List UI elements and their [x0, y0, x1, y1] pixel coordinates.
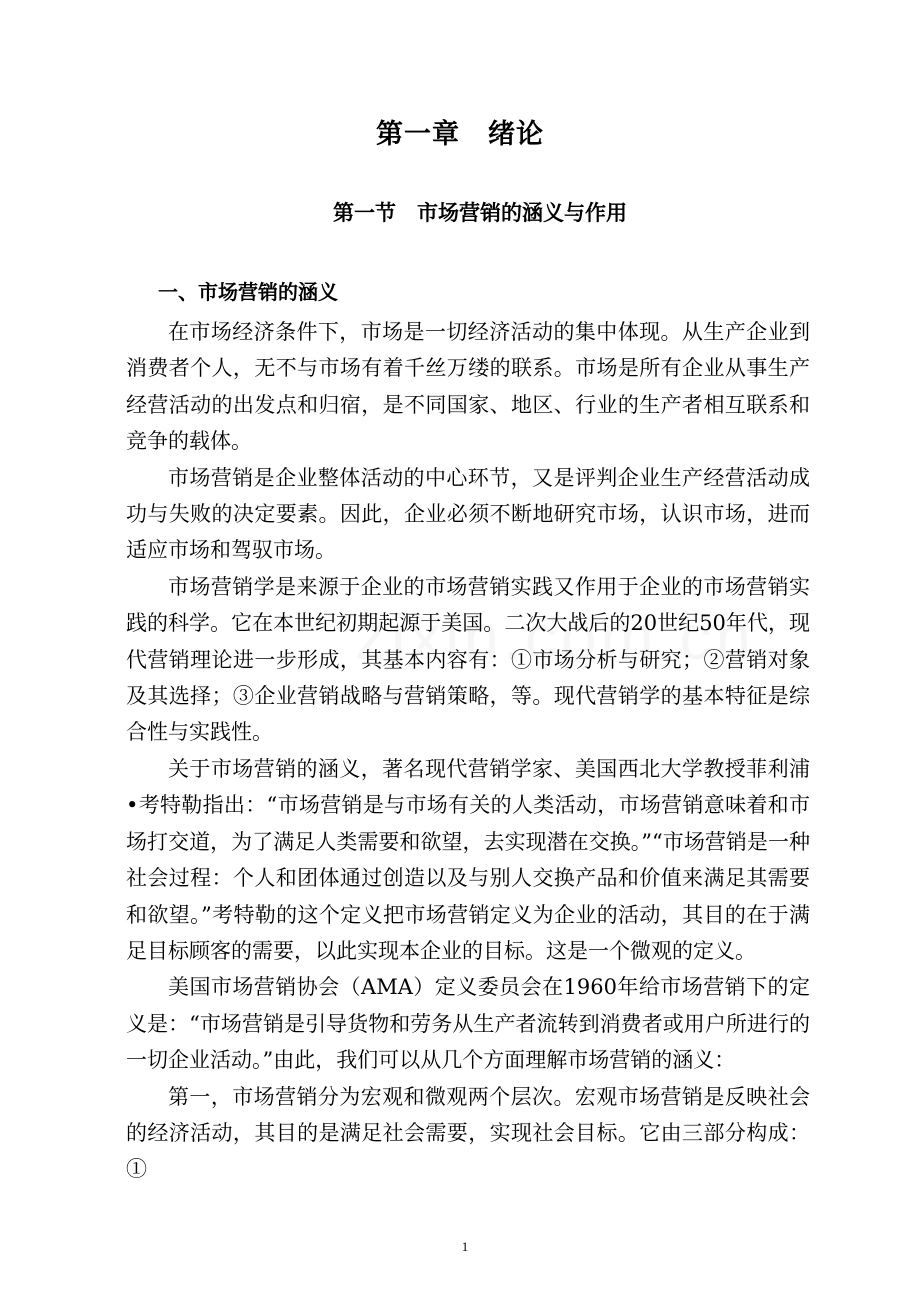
paragraph-5: 美国市场营销协会（AMA）定义委员会在1960年给市场营销下的定义是：“市场营销是引导货物和劳务从生产者流转到消费者或用户所进行的一切企业活动。”由此，我们可以从几个方面理解市场营销的涵义：	[126, 975, 810, 1073]
chapter-title: 第一章 绪论	[376, 119, 544, 150]
body-text	[126, 314, 810, 1188]
paragraph-2: 市场营销是企业整体活动的中心环节，又是评判企业生产经营活动成功与失败的决定要素。因此，企业必须不断地研究市场，认识市场，进而适应市场和驾驭市场。	[126, 465, 810, 563]
page-number: 1	[461, 1239, 469, 1254]
paragraph-3: 市场营销学是来源于企业的市场营销实践又作用于企业的市场营销实践的科学。它在本世纪初期起源于美国。二次大战后的20世纪50年代，现代营销理论进一步形成，其基本内容有：①市场分析与研究；②营销对象及其选择；③企业营销战略与营销策略，等。现代营销学的基本特征是综合性与实践性。	[126, 574, 810, 745]
section-title: 第一节 市场营销的涵义与作用	[333, 200, 627, 225]
subsection-title: 一、市场营销的涵义	[158, 280, 338, 304]
paragraph-1: 在市场经济条件下，市场是一切经济活动的集中体现。从生产企业到消费者个人，无不与市场有着千丝万缕的联系。市场是所有企业从事生产经营活动的出发点和归宿，是不同国家、地区、行业的生产者相互联系和竞争的载体。	[126, 320, 810, 454]
paragraph-4: 关于市场营销的涵义，著名现代营销学家、美国西北大学教授菲利浦•考特勒指出：“市场营销是与市场有关的人类活动，市场营销意味着和市场打交道，为了满足人类需要和欲望，去实现潜在交换。”“市场营销是一种社会过程：个人和团体通过创造以及与别人交换产品和价值来满足其需要和欲望。”考特勒的这个定义把市场营销定义为企业的活动，其目的在于满足目标顾客的需要，以此实现本企业的目标。这是一个微观的定义。	[126, 756, 810, 963]
paragraph-6: 第一，市场营销分为宏观和微观两个层次。宏观市场营销是反映社会的经济活动，其目的是满足社会需要，实现社会目标。它由三部分构成：①	[126, 1084, 810, 1182]
